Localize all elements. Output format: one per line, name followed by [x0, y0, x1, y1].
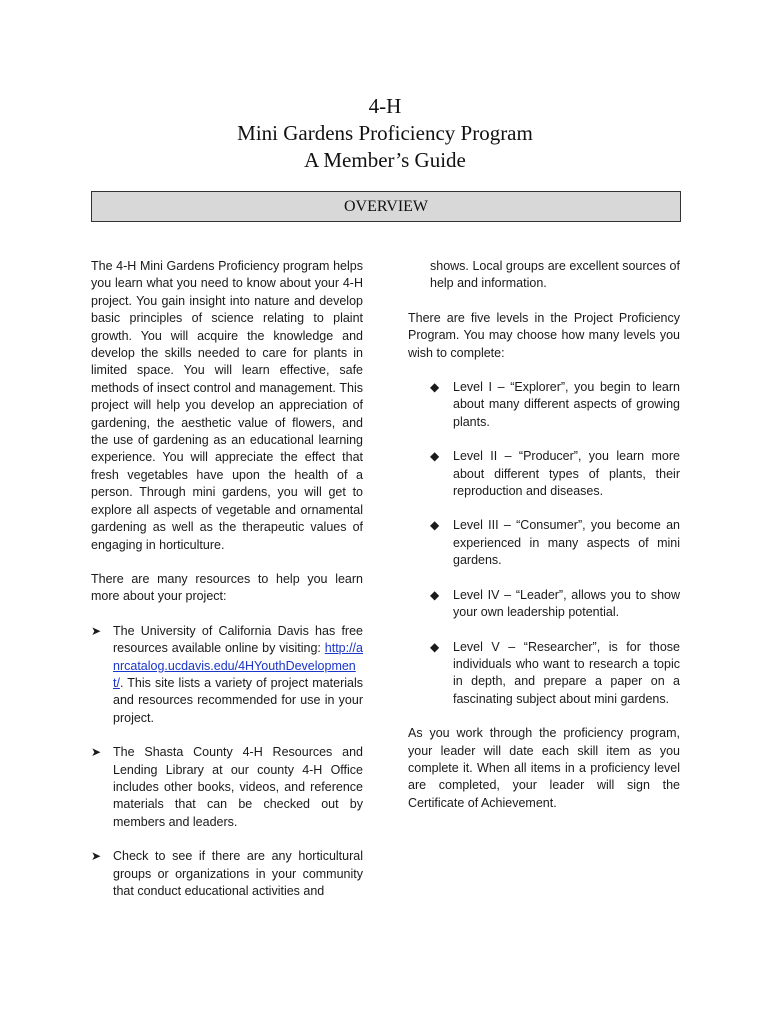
resource-1-text-after: . This site lists a variety of project materials and resources recommended for use in your project. — [113, 675, 363, 725]
level-2-text: Level II – “Producer”, you learn more about different types of plants, their reproduction and diseases. — [453, 449, 680, 499]
resource-item-library — [91, 744, 363, 831]
arrow-bullet-icon: ➤ — [91, 745, 102, 760]
level-item-5 — [408, 639, 680, 709]
closing-paragraph: As you work through the proficiency program, your leader will date each skill item as you complete it. When all items in a proficiency level are completed, your leader will sign the Certificate of Achievement. — [408, 726, 680, 810]
resource-2-text: The Shasta County 4-H Resources and Lending Library at our county 4-H Office includes other books, videos, and reference materials that can be checked out by members and leaders. — [113, 745, 363, 829]
resource-3-text: Check to see if there are any horticultural groups or organizations in your community that conduct educational activities and — [113, 849, 363, 898]
level-1-text: Level I – “Explorer”, you begin to learn about many different aspects of growing plants. — [453, 380, 680, 429]
continued-text: shows. Local groups are excellent sources of help and information. — [430, 259, 680, 291]
title-line-2: Mini Gardens Proficiency Program — [237, 121, 533, 145]
resource-1-text: The University of California Davis has free resources available online by visiting: — [113, 623, 363, 656]
level-item-4 — [408, 587, 680, 622]
diamond-bullet-icon: ◆ — [430, 639, 440, 654]
diamond-bullet-icon: ◆ — [430, 587, 440, 602]
left-column — [91, 258, 363, 900]
section-heading-overview: OVERVIEW — [91, 191, 681, 222]
intro-paragraph: The 4-H Mini Gardens Proficiency program helps you learn what you need to know about your 4-H project. You gain insight into nature and develop basic principles of science relating to plaint growth. You will acquire the knowledge and develop the skills needed to care for plants in limited space. You will learn effective, safe methods of insect control and management. This project will help you develop an appreciation of gardening, the aesthetic value of flowers, and the use of gardening as an educational learning experience. You will appreciate the effect that fresh vegetables have upon the health of a person. Through mini gardens, you will get to explore all aspects of vegetable and ornamental gardening as well as the therapeutic values of engaging in horticulture. — [91, 259, 363, 552]
right-column — [408, 258, 680, 812]
diamond-bullet-icon: ◆ — [430, 449, 440, 464]
level-3-text: Level III – “Consumer”, you become an experienced in many aspects of mini gardens. — [453, 518, 680, 568]
level-item-3 — [408, 517, 680, 569]
level-5-text: Level V – “Researcher”, is for those individuals who want to research a topic in depth, and prepare a paper on a fascinating subject about mini gardens. — [453, 639, 680, 706]
diamond-bullet-icon: ◆ — [430, 518, 440, 533]
levels-intro: There are five levels in the Project Proficiency Program. You may choose how many levels you wish to complete: — [408, 310, 680, 360]
level-item-2 — [408, 448, 680, 500]
resources-intro: There are many resources to help you learn more about your project: — [91, 571, 363, 604]
resource-item-ucdavis — [91, 623, 363, 727]
level-item-1 — [408, 379, 680, 431]
arrow-bullet-icon: ➤ — [91, 849, 102, 864]
arrow-bullet-icon: ➤ — [91, 623, 102, 638]
resource-item-groups — [91, 848, 363, 900]
ucdavis-link[interactable]: http://anrcatalog.ucdavis.edu/4HYouthDevelopment/ — [113, 641, 363, 690]
document-title — [0, 93, 770, 174]
level-4-text: Level IV – “Leader”, allows you to show your own leadership potential. — [453, 587, 680, 620]
title-line-3: A Member’s Guide — [304, 148, 466, 172]
diamond-bullet-icon: ◆ — [430, 380, 440, 395]
title-line-1: 4-H — [368, 94, 402, 118]
